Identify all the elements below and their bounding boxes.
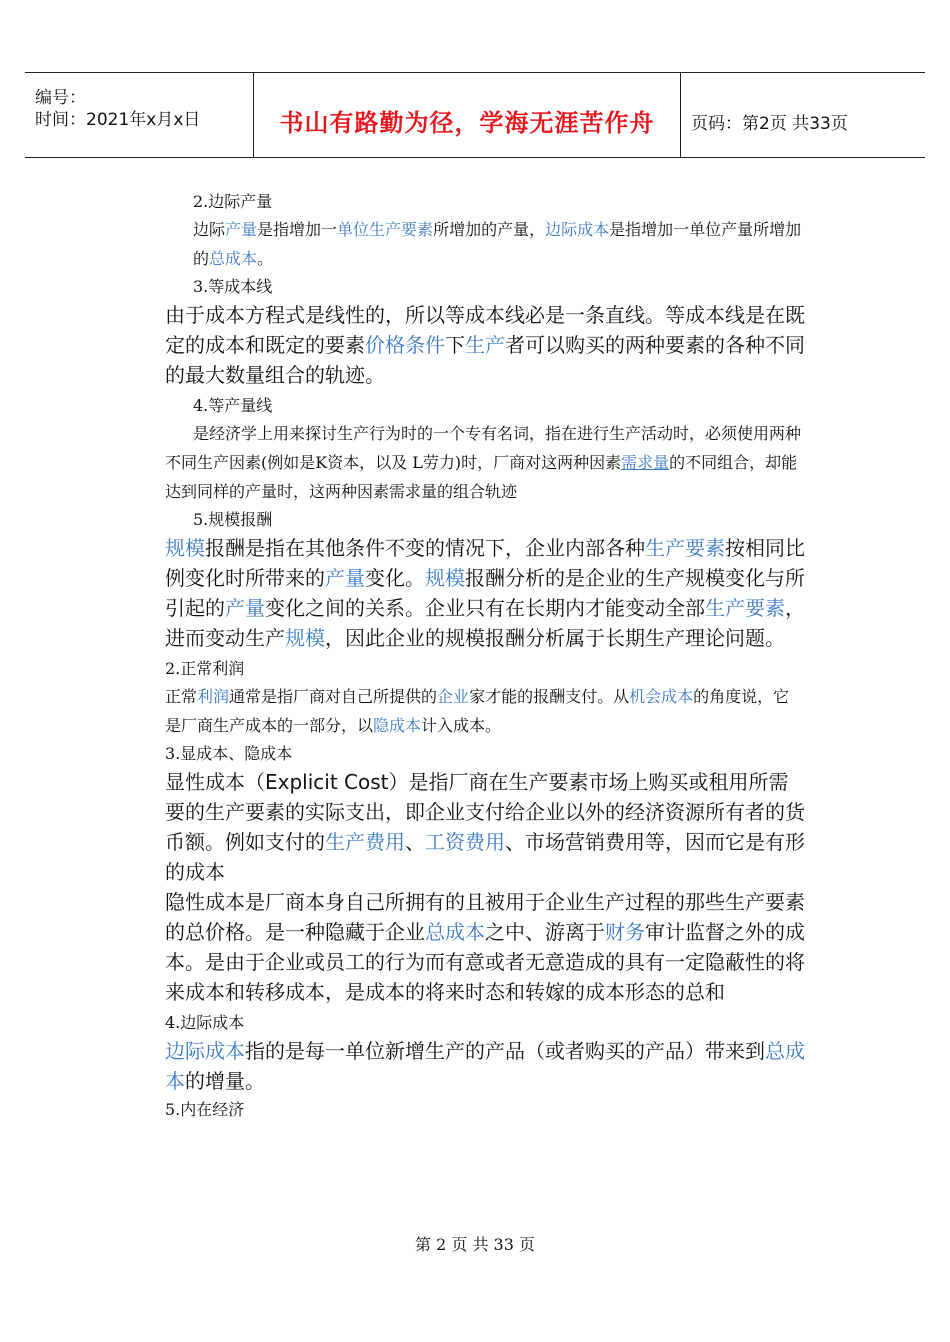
paragraph: 隐性成本是厂商本身自己所拥有的且被用于企业生产过程的那些生产要素的总价格。是一种隐藏于企业总成本之中、游离于财务审计监督之外的成本。是由于企业或员工的行为而有意或者无意造成的具有一定隐蔽性的将来成本和转移成本，是成本的将来时态和转嫁的成本形态的总和 [165, 890, 805, 1004]
section-title: 3.显成本、隐成本 [165, 744, 293, 763]
section-title: 3.等成本线 [193, 277, 273, 296]
document-body [165, 188, 805, 1123]
link-term[interactable]: 生产 [465, 333, 505, 357]
section-title: 5.规模报酬 [193, 510, 273, 529]
link-term[interactable]: 边际成本 [545, 220, 610, 239]
paragraph: 规模报酬是指在其他条件不变的情况下，企业内部各种生产要素按相同比例变化时所带来的产量变化。规模报酬分析的是企业的生产规模变化与所引起的产量变化之间的关系。企业只有在长期内才能变动全部生产要素，进而变动生产规模，因此企业的规模报酬分析属于长期生产理论问题。 [165, 536, 805, 650]
section-title: 2.正常利润 [165, 659, 245, 678]
section-title: 4.等产量线 [193, 396, 273, 415]
paragraph: 是经济学上用来探讨生产行为时的一个专有名词，指在进行生产活动时，必须使用两种不同生产因素(例如是K资本，以及 L劳力)时，厂商对这两种因素需求量的不同组合，却能达到同样的产量时，这两种因素需求量的组合轨迹 [165, 424, 802, 501]
paragraph: 显性成本（Explicit Cost）是指厂商在生产要素市场上购买或租用所需要的生产要素的实际支出，即企业支付给企业以外的经济资源所有者的货币额。例如支付的生产费用、工资费用、市场营销费用等，因而它是有形的成本 [165, 770, 805, 884]
link-term[interactable]: 生产要素 [645, 536, 725, 560]
page-footer: 第 2 页 共 33 页 [415, 1235, 535, 1254]
page-header [25, 72, 925, 158]
link-term[interactable]: 利润 [197, 687, 230, 706]
link-term[interactable]: 总成本 [425, 920, 485, 944]
link-term[interactable]: 价格条件 [365, 333, 445, 357]
link-term[interactable]: 规模 [165, 536, 205, 560]
header-page-cell [681, 73, 925, 157]
link-term[interactable]: 生产费用 [325, 830, 405, 854]
paragraph: 由于成本方程式是线性的，所以等成本线必是一条直线。等成本线是在既定的成本和既定的要素价格条件下生产者可以购买的两种要素的各种不同的最大数量组合的轨迹。 [165, 303, 805, 387]
link-term[interactable]: 规模 [285, 626, 325, 650]
link-term[interactable]: 隐成本 [373, 716, 422, 735]
time-label: 时间：2021年x月x日 [35, 110, 201, 130]
link-term[interactable]: 机会成本 [629, 687, 694, 706]
number-label: 编号： [35, 88, 86, 108]
header-meta [25, 73, 254, 157]
link-term[interactable]: 规模 [425, 566, 465, 590]
section-title: 5.内在经济 [165, 1100, 245, 1119]
paragraph: 边际产量是指增加一单位生产要素所增加的产量，边际成本是指增加一单位产量所增加的总成本。 [193, 220, 802, 268]
link-term[interactable]: 总成本 [165, 1039, 805, 1093]
header-motto-cell [254, 73, 681, 157]
link-term[interactable]: 单位生产要素 [337, 220, 434, 239]
motto: 书山有路勤为径，学海无涯苦作舟 [279, 109, 655, 137]
link-term[interactable]: 总成本 [209, 249, 258, 268]
link-term[interactable]: 产量 [225, 220, 258, 239]
link-term[interactable]: 生产要素 [705, 596, 785, 620]
section-title: 4.边际成本 [165, 1013, 245, 1032]
link-term[interactable]: 企业 [437, 687, 470, 706]
link-term[interactable]: 工资费用 [425, 830, 505, 854]
link-term[interactable]: 需求量 [621, 453, 670, 472]
link-term[interactable]: 边际成本 [165, 1039, 245, 1063]
link-term[interactable]: 产量 [225, 596, 265, 620]
link-term[interactable]: 财务 [605, 920, 645, 944]
page-info: 页码：第2页 共33页 [691, 114, 848, 134]
paragraph: 边际成本指的是每一单位新增生产的产品（或者购买的产品）带来到总成本的增量。 [165, 1039, 805, 1093]
link-term[interactable]: 产量 [325, 566, 365, 590]
paragraph: 正常利润通常是指厂商对自己所提供的企业家才能的报酬支付。从机会成本的角度说，它是厂商生产成本的一部分，以隐成本计入成本。 [165, 687, 790, 735]
section-title: 2.边际产量 [193, 192, 273, 211]
